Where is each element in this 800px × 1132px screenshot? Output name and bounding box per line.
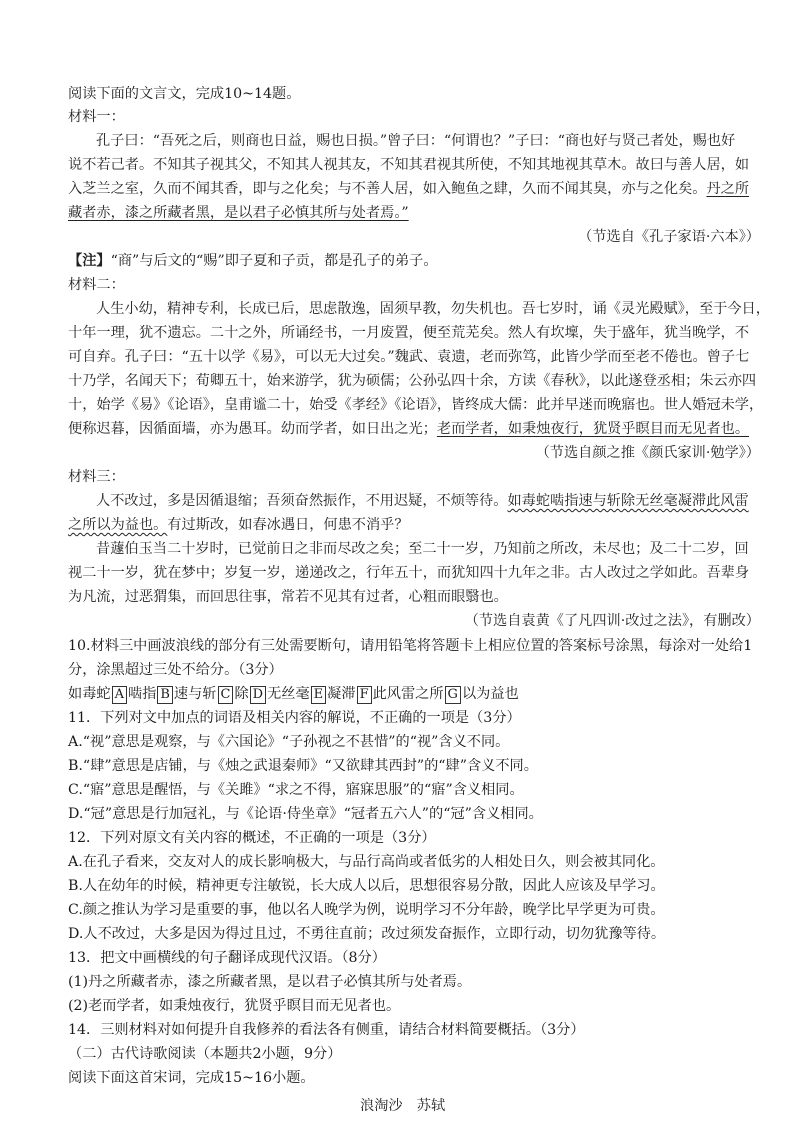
material-3-line [96, 491, 749, 511]
reading-intro: 阅读下面的文言文，完成10~14题。 [68, 86, 301, 102]
material-2-line: 十乃学，名闻天下；荀卿五十，始来游学，犹为硕儒；公孙弘四十余，方读《春秋》，以此遂登丞相；朱云亦四 [68, 373, 757, 389]
wavy-line-passage-start: 如毒蛇啮指速与斩除无丝毫凝滞此风雷 [507, 493, 749, 509]
section-2-intro: 阅读下面这首宋词，完成15~16小题。 [68, 1070, 315, 1086]
annotation-tag: 【注】 [68, 253, 111, 269]
material-2-line [68, 419, 749, 439]
material-3-line [68, 515, 409, 535]
material-2-text: 便称迟暮，因循面墙，亦为愚耳。幼而学者，如日出之光； [68, 421, 437, 437]
question-12-stem: 12．下列对原文有关内容的概述，不正确的一项是（3分） [68, 830, 436, 846]
poem-title: 浪淘沙 苏轼 [360, 1098, 446, 1114]
material-1-text: 入芝兰之室，久而不闻其香，即与之化矣；与不善人居，如入鲍鱼之肆，久而不闻其臭，亦与之化矣。 [68, 181, 707, 197]
material-1-source: （节选自《孔子家语·六本》） [578, 229, 760, 245]
question-13-item-2: (2)老而学者，如秉烛夜行，犹贤乎瞑目而无见者也。 [68, 998, 401, 1014]
material-1-line: 说不若己者。不知其子视其父，不知其人视其友，不知其君视其所使，不知其地视其草木。故曰与善人居，如 [68, 157, 750, 173]
translation-sentence-2: 老而学者，如秉烛夜行，犹贤乎瞑目而无见者也。 [436, 421, 750, 437]
segment-text: 啮指 [127, 686, 157, 702]
question-10-stem: 分，涂黑超过三处不给分。（3分） [68, 662, 283, 678]
break-option-g[interactable]: G [445, 686, 461, 704]
question-14-stem: 14．三则材料对如何提升自我修养的看法各有侧重，请结合材料简要概括。（3分） [68, 1022, 585, 1038]
material-2-line: 人生小幼，精神专利，长成已后，思虑散逸，固须早教，勿失机也。吾七岁时，诵《灵光殿赋》，至于今日， [96, 301, 770, 317]
question-10-segmentation [68, 684, 519, 704]
material-1-label: 材料一： [68, 109, 125, 125]
question-13-item-1: (1)丹之所藏者赤，漆之所藏者黑，是以君子必慎其所与处者焉。 [68, 974, 472, 990]
break-option-b[interactable]: B [157, 686, 173, 704]
question-12-option-b[interactable]: B.人在幼年的时候，精神更专注敏锐，长大成人以后，思想很容易分散，因此人应该及早学习。 [68, 878, 665, 894]
material-3-line: 为凡流，过恶猬集，而回思往事，常若不见其有过者，心粗而眼翳也。 [68, 589, 508, 605]
material-3-text: 人不改过，多是因循退缩；吾须奋然振作，不用迟疑，不烦等待。 [96, 493, 508, 509]
material-3-label: 材料三： [68, 469, 125, 485]
segment-text: 速与斩 [173, 686, 217, 702]
annotation [68, 251, 438, 271]
material-3-line: 视二十一岁，犹在梦中；岁复一岁，递递改之，行年五十，而犹知四十九年之非。古人改过之学如此。吾辈身 [68, 565, 750, 581]
segment-text: 如毒蛇 [68, 686, 111, 702]
question-12-option-a[interactable]: A.在孔子看来，交友对人的成长影响极大，与品行高尚或者低劣的人相处日久，则会被其同化。 [68, 854, 665, 870]
segment-text: 除 [234, 686, 249, 702]
material-2-line: 十，始学《易》《论语》，皇甫谧二十，始受《孝经》《论语》，皆终成大儒：此并早迷而晚寤也。世人婚冠未学， [68, 397, 764, 413]
segment-text: 无丝毫 [267, 686, 310, 702]
break-option-d[interactable]: D [250, 686, 266, 704]
material-1-line: 孔子曰：“吾死之后，则商也日益，赐也日损。”曾子曰：“何谓也？”子曰：“商也好与贤己者处，赐也好 [96, 133, 736, 149]
segment-text: 以为益也 [461, 686, 519, 702]
question-12-option-c[interactable]: C.颜之推认为学习是重要的事，他以名人晚学为例，说明学习不分年龄，晚学比早学更为可贵。 [68, 902, 665, 918]
question-11-option-d[interactable]: D.“冠”意思是行加冠礼，与《论语·侍坐章》“冠者五六人”的“冠”含义相同。 [68, 806, 543, 822]
break-option-a[interactable]: A [112, 686, 127, 704]
question-12-option-d[interactable]: D.人不改过，大多是因为得过且过，不勇往直前；改过须发奋振作，立即行动，切勿犹豫等待。 [68, 926, 666, 942]
annotation-text: “商”与后文的“赐”即子夏和子贡，都是孔子的弟子。 [110, 253, 438, 269]
segment-text: 此风雷之所 [372, 686, 444, 702]
question-11-option-b[interactable]: B.“肆”意思是店铺，与《烛之武退秦师》“又欲肆其西封”的“肆”含义不同。 [68, 758, 538, 774]
section-2-heading: （二）古代诗歌阅读（本题共2小题，9分） [68, 1046, 342, 1062]
material-3-line: 昔蘧伯玉当二十岁时，已觉前日之非而尽改之矣；至二十一岁，乃知前之所改，未尽也；及二十二岁，回 [96, 541, 749, 557]
break-option-e[interactable]: E [311, 686, 327, 704]
material-2-line: 可自弃。孔子曰：“五十以学《易》，可以无大过矣。”魏武、袁遗，老而弥笃，此皆少学而至老不倦也。曾子七 [68, 349, 750, 365]
question-13-stem: 13．把文中画横线的句子翻译成现代汉语。（8分） [68, 950, 386, 966]
material-2-label: 材料二： [68, 277, 125, 293]
break-option-f[interactable]: F [357, 686, 372, 704]
translation-sentence-1-start: 丹之所 [706, 181, 750, 197]
material-2-line: 十年一理，犹不遗忘。二十之外，所诵经书，一月废置，便至荒芜矣。然人有坎壈，失于盛年，犹当晚学，不 [68, 325, 750, 341]
wavy-line-passage-end: 之所以为益也。 [68, 517, 168, 533]
break-option-c[interactable]: C [218, 686, 234, 704]
material-3-text: 有过斯改，如春冰遇日，何患不消乎？ [167, 517, 409, 533]
question-10-stem: 10.材料三中画波浪线的部分有三处需要断句，请用铅笔将答题卡上相应位置的答案标号涂黑，每涂对一处给1 [68, 638, 753, 654]
question-11-stem: 11．下列对文中加点的词语及相关内容的解说，不正确的一项是（3分） [68, 710, 521, 726]
segment-text: 凝滞 [327, 686, 356, 702]
material-1-line [68, 179, 749, 199]
question-11-option-c[interactable]: C.“寤”意思是醒悟，与《关雎》“求之不得，寤寐思服”的“寤”含义相同。 [68, 782, 524, 798]
material-2-source: （节选自颜之推《颜氏家训·勉学》） [535, 445, 760, 461]
question-11-option-a[interactable]: A.“视”意思是观察，与《六国论》“子孙视之不甚惜”的“视”含义不同。 [68, 734, 510, 750]
material-3-source: （节选自袁黄《了凡四训·改过之法》，有删改） [464, 613, 760, 629]
translation-sentence-1-end: 藏者赤，漆之所藏者黑，是以君子必慎其所与处者焉。” [68, 205, 409, 221]
